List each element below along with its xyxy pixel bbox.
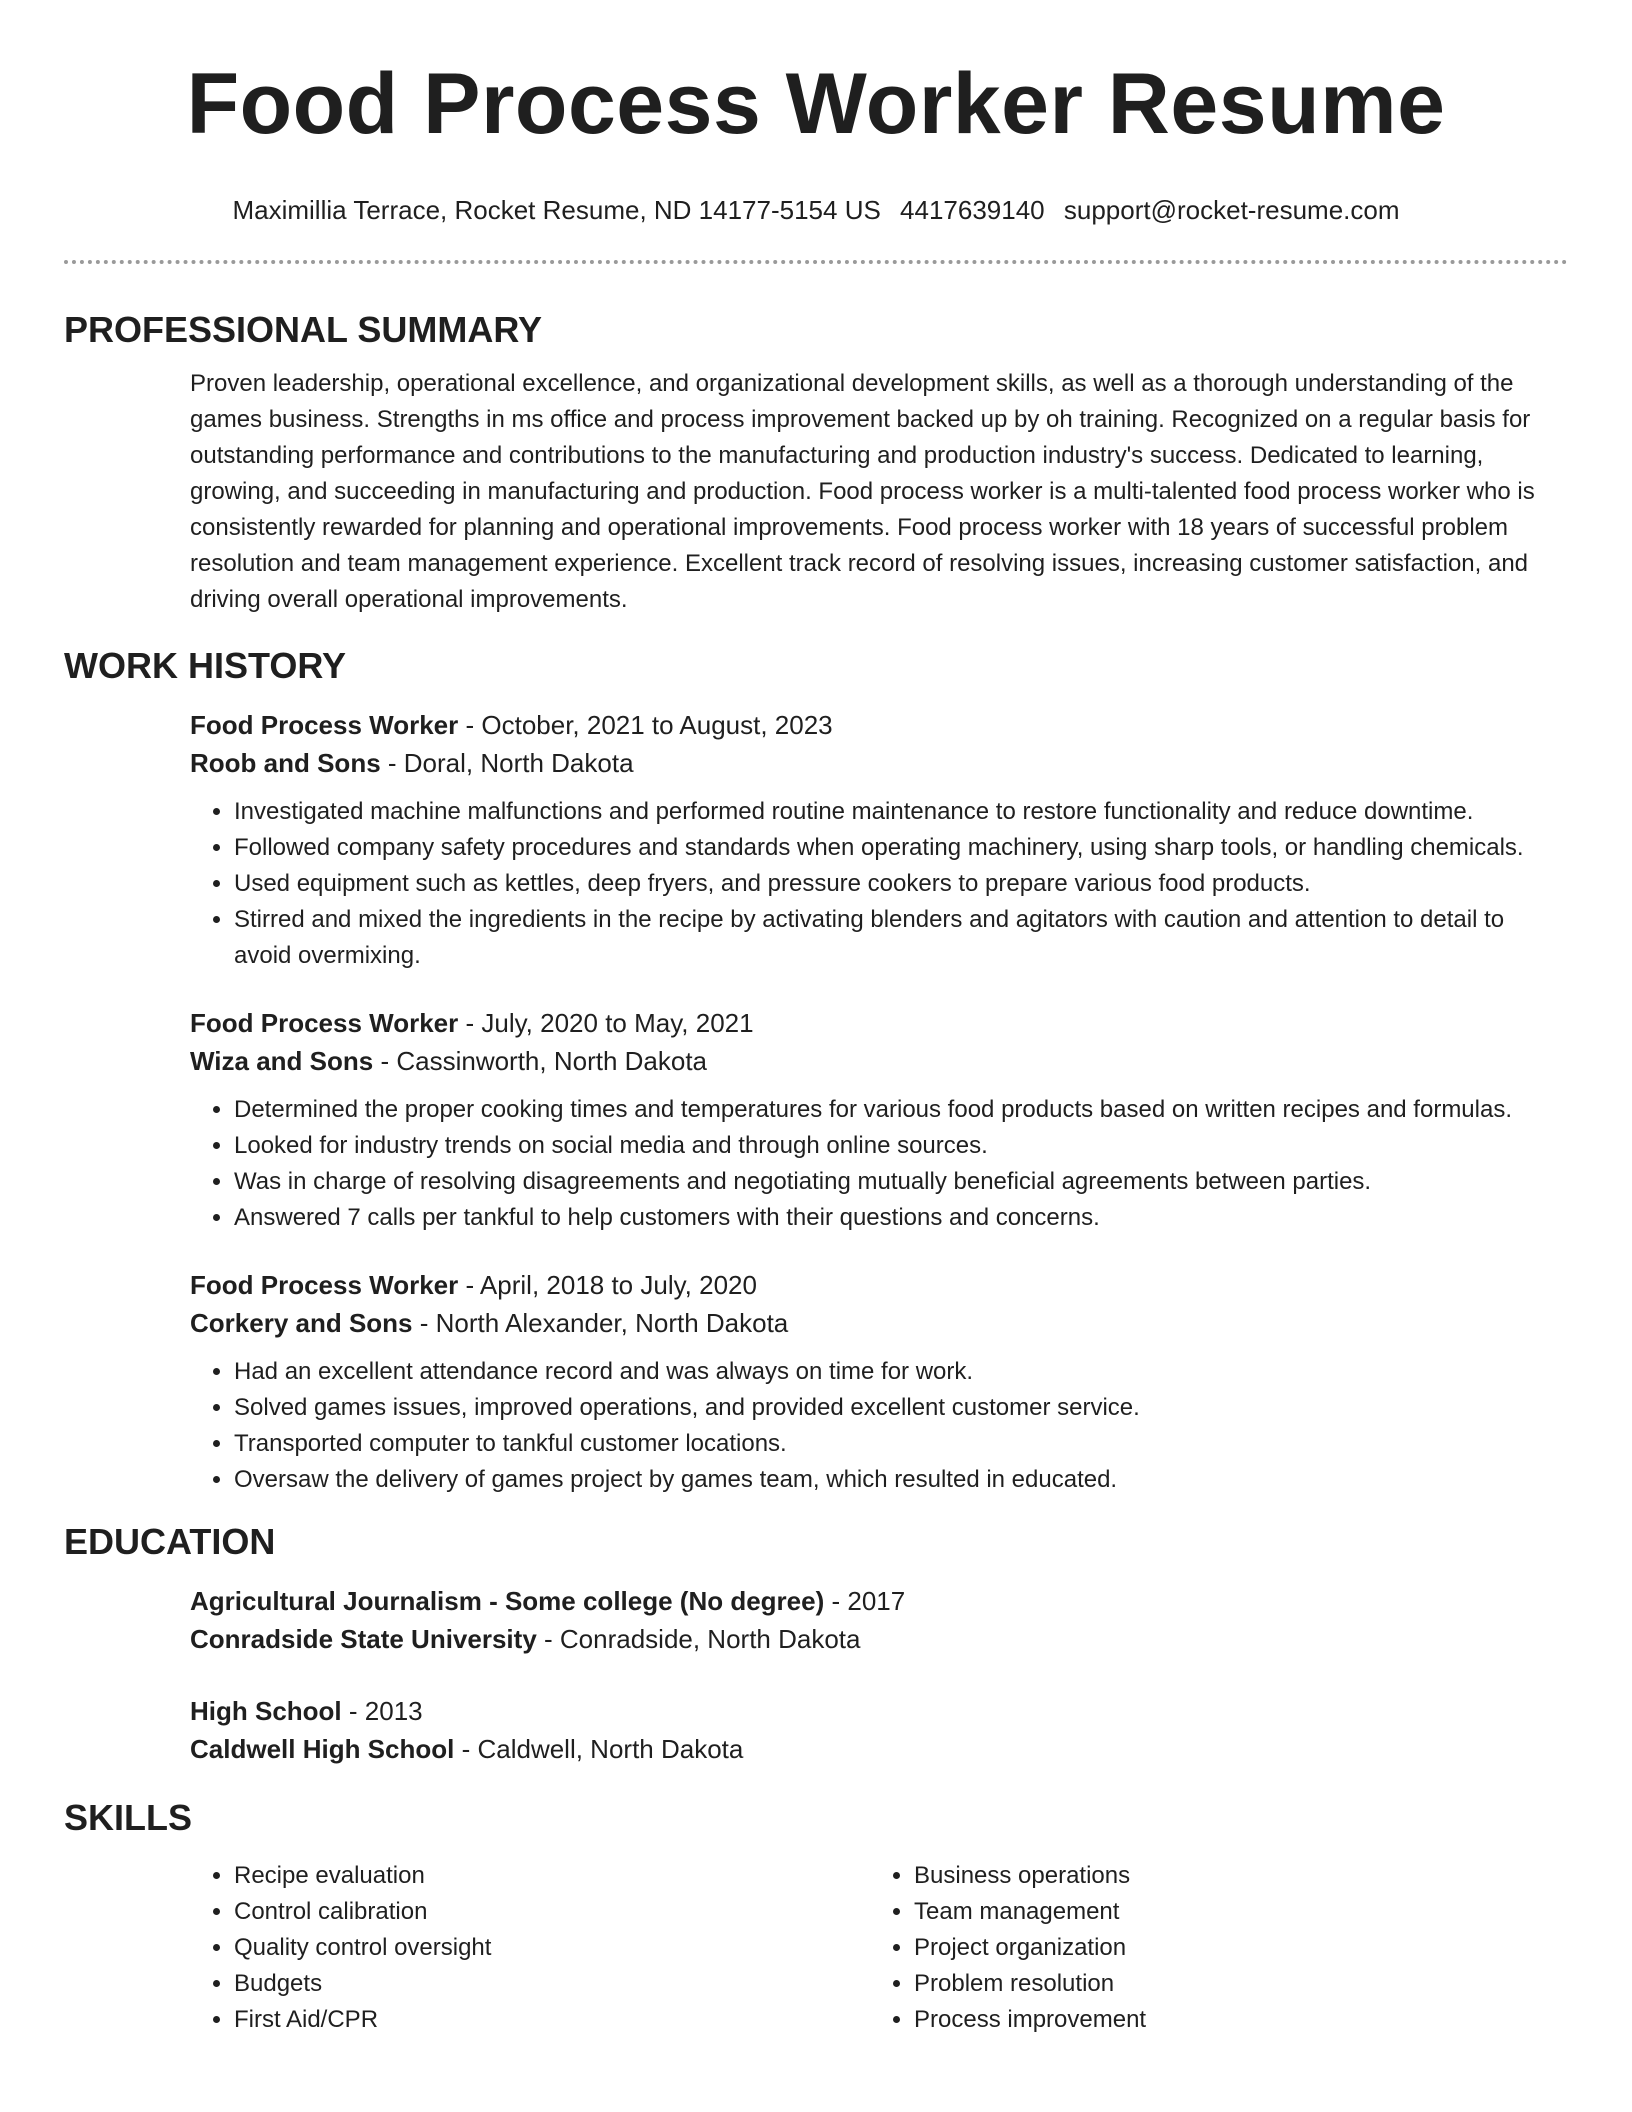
job-title-line [190,1266,1562,1304]
list-item: • Was in charge of resolving disagreements and negotiating mutually beneficial agreements between parties. [234,1164,1562,1200]
contact-address: Maximillia Terrace, Rocket Resume, ND 14177-5154 US [232,195,881,225]
job-location: - Cassinworth, North Dakota [373,1046,708,1076]
work-heading: WORK HISTORY [64,645,347,686]
list-item: • Control calibration [234,1894,870,1930]
education-school-line [190,1730,1562,1768]
list-item: • First Aid/CPR [234,2002,870,2038]
list-item: • Business operations [914,1858,1550,1894]
education-school: Caldwell High School [190,1734,455,1764]
skills-heading: SKILLS [64,1797,193,1838]
job-title: Food Process Worker [190,1270,459,1300]
job-dates: - July, 2020 to May, 2021 [458,1008,754,1038]
education-heading: EDUCATION [64,1521,276,1562]
summary-section [190,366,1562,618]
resume-title: Food Process Worker Resume [186,56,1446,152]
job-company: Wiza and Sons [190,1046,374,1076]
list-item: • Team management [914,1894,1550,1930]
job-dates: - April, 2018 to July, 2020 [458,1270,757,1300]
list-item: • Project organization [914,1930,1550,1966]
education-degree: Agricultural Journalism - Some college (No degree) [190,1586,825,1616]
job-company-line [190,744,1562,782]
education-degree: High School [190,1696,342,1726]
job-title: Food Process Worker [190,1008,459,1038]
list-item: • Looked for industry trends on social media and through online sources. [234,1128,1562,1164]
skills-list [190,1858,870,2038]
skills-column-left [190,1858,870,2038]
job-entry [190,1004,1562,1236]
skills-column-right [870,1858,1550,2038]
list-item: • Determined the proper cooking times and temperatures for various food products based on written recipes and formulas. [234,1092,1562,1128]
job-location: - Doral, North Dakota [380,748,634,778]
summary-text: Proven leadership, operational excellence, and organizational development skills, as well as a thorough understanding of the games business. Strengths in ms office and process improvement backed up by oh training. Recognized on a regular basis for outstanding performance and contributions to the manufacturing and production industry's success. Dedicated to learning, growing, and succeeding in manufacturing and production. Food process worker is a multi-talented food process worker who is consistently rewarded for planning and operational improvements. Food process worker with 18 years of successful problem resolution and team management experience. Excellent track record of resolving issues, increasing customer satisfaction, and driving overall operational improvements. [190,370,1535,613]
list-item: • Investigated machine malfunctions and performed routine maintenance to restore functionality and reduce downtime. [234,794,1562,830]
job-company-line [190,1304,1562,1342]
education-school: Conradside State University [190,1624,537,1654]
job-location: - North Alexander, North Dakota [412,1308,789,1338]
contact-email[interactable]: support@rocket-resume.com [1063,195,1400,225]
list-item: • Budgets [234,1966,870,2002]
list-item: • Problem resolution [914,1966,1550,2002]
education-location: - Caldwell, North Dakota [454,1734,744,1764]
job-company: Roob and Sons [190,748,381,778]
list-item: • Solved games issues, improved operations, and provided excellent customer service. [234,1390,1562,1426]
education-location: - Conradside, North Dakota [536,1624,861,1654]
job-title: Food Process Worker [190,710,459,740]
job-dates: - October, 2021 to August, 2023 [458,710,833,740]
skills-section [190,1858,1562,2038]
header-divider [64,260,1568,264]
job-company: Corkery and Sons [190,1308,413,1338]
job-entry [190,1266,1562,1498]
education-degree-line [190,1582,1562,1620]
list-item: • Oversaw the delivery of games project by games team, which resulted in educated. [234,1462,1562,1498]
job-entry [190,706,1562,974]
list-item: • Had an excellent attendance record and was always on time for work. [234,1354,1562,1390]
contact-line [64,192,1568,228]
education-school-line [190,1620,1562,1658]
education-entry [190,1582,1562,1658]
list-item: • Process improvement [914,2002,1550,2038]
job-title-line [190,1004,1562,1042]
summary-heading: PROFESSIONAL SUMMARY [64,309,543,350]
education-entry [190,1692,1562,1768]
education-year: - 2013 [341,1696,423,1726]
list-item: • Answered 7 calls per tankful to help customers with their questions and concerns. [234,1200,1562,1236]
job-bullets [190,1092,1562,1236]
list-item: • Recipe evaluation [234,1858,870,1894]
contact-phone: 4417639140 [900,195,1045,225]
education-degree-line [190,1692,1562,1730]
list-item: • Used equipment such as kettles, deep fryers, and pressure cookers to prepare various food products. [234,866,1562,902]
list-item: • Transported computer to tankful customer locations. [234,1426,1562,1462]
list-item: • Quality control oversight [234,1930,870,1966]
list-item: • Stirred and mixed the ingredients in the recipe by activating blenders and agitators with caution and attention to detail to avoid overmixing. [234,902,1562,974]
job-title-line [190,706,1562,744]
job-company-line [190,1042,1562,1080]
job-bullets [190,1354,1562,1498]
list-item: • Followed company safety procedures and standards when operating machinery, using sharp tools, or handling chemicals. [234,830,1562,866]
education-year: - 2017 [824,1586,906,1616]
job-bullets [190,794,1562,974]
resume-page [64,0,1568,2038]
skills-list [870,1858,1550,2038]
